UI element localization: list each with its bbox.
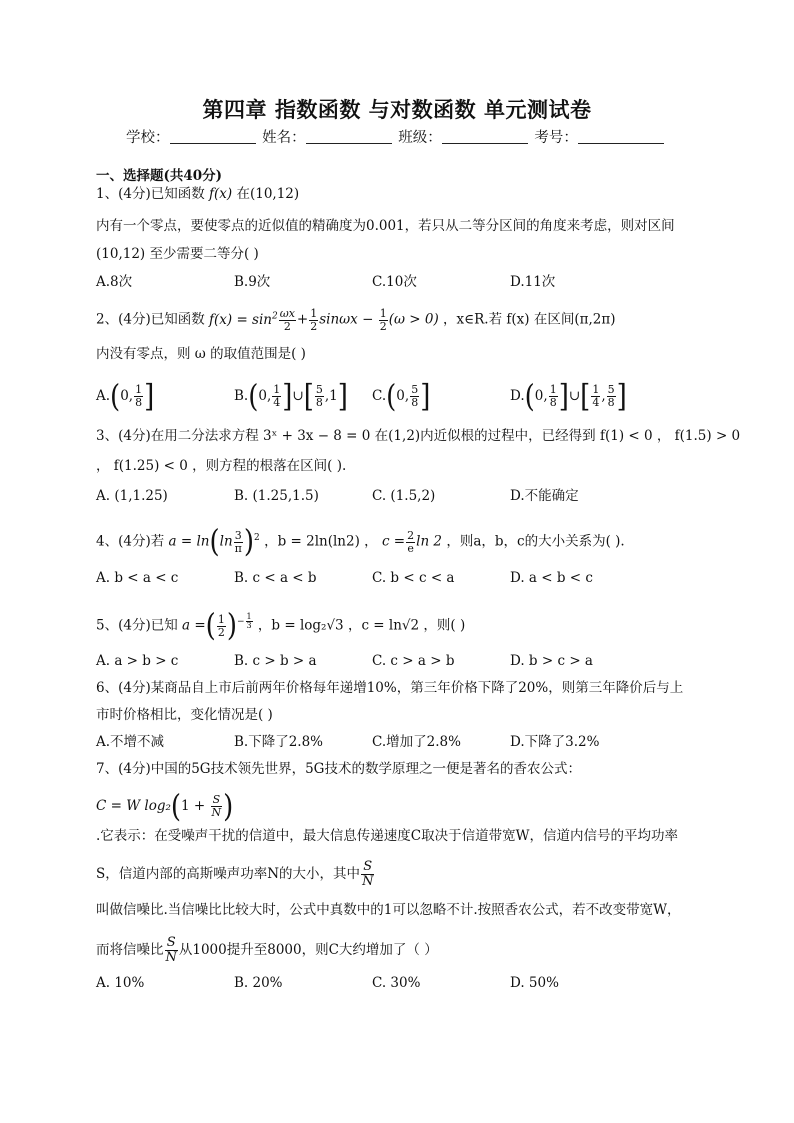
q2-option-b[interactable]: B.(0, $\frac{1}{4}$ ]∪[ $\frac{5}{8}$ ,1] <box>234 378 348 415</box>
q7-line6: 而将信噪比 $\frac{S}{N}$ 从1000提升至8000，则C大约增加了（ ） <box>96 935 438 965</box>
q4-option-a[interactable]: A. b < a < c <box>96 570 179 586</box>
class-label: 班级： <box>398 130 442 146</box>
q1-interval: 在(10,12) <box>236 186 300 202</box>
q6-line2: 市时价格相比，变化情况是( ) <box>96 707 273 723</box>
q5-option-b[interactable]: B. c > b > a <box>234 653 317 669</box>
q1-prefix: 1、(4分)已知函数 <box>96 186 205 202</box>
q1-fx: f(x) <box>209 186 233 202</box>
q6-option-d[interactable]: D.下降了3.2% <box>510 734 600 750</box>
q4-option-b[interactable]: B. c < a < b <box>234 570 317 586</box>
q6-option-b[interactable]: B.下降了2.8% <box>234 734 324 750</box>
q7-line4: S，信道内部的高斯噪声功率N的大小，其中 $\frac{S}{N}$ <box>96 859 374 889</box>
q3-option-d[interactable]: D.不能确定 <box>510 488 579 504</box>
q5-a-formula: a = <box>182 617 206 634</box>
q7-option-a[interactable]: A. 10% <box>96 975 145 991</box>
q7-formula: C = W log₂ <box>96 798 171 814</box>
q1-option-b[interactable]: B.9次 <box>234 274 271 290</box>
q4-line1: 4、(4分)若 a = ln(ln $\frac{3}{\pi}$ )$^2$ ，b = 2ln(ln2) ， c = $\frac{2}{e}$ ln 2 ，则a，b，c的大小关系为( ). <box>96 524 625 560</box>
q6-line1: 6、(4分)某商品自上市后前两年价格每年递增10%，第三年价格下降了20%，则第三年降价后与上 <box>96 680 684 696</box>
q1-option-d[interactable]: D.11次 <box>510 274 556 290</box>
q7-option-d[interactable]: D. 50% <box>510 975 559 991</box>
q2-prefix: 2、(4分)已知函数 <box>96 311 205 328</box>
q4-suffix: ，则a，b，c的大小关系为( ). <box>446 533 625 550</box>
q4-option-d[interactable]: D. a < b < c <box>510 570 593 586</box>
q4-mid: ，b = 2ln(ln2) ， <box>264 533 378 550</box>
q1-line3: (10,12) 至少需要二等分( ) <box>96 246 259 262</box>
q2-option-c[interactable]: C.(0, $\frac{5}{8}$ ] <box>372 378 431 415</box>
q7-line4-text: S，信道内部的高斯噪声功率N的大小，其中 <box>96 866 361 882</box>
exam-no-blank[interactable] <box>578 129 664 144</box>
q3-option-c[interactable]: C. (1.5,2) <box>372 488 436 504</box>
section-heading: 一、选择题(共40分) <box>96 168 223 184</box>
q3-option-b[interactable]: B. (1.25,1.5) <box>234 488 319 504</box>
q3-line2: ， f(1.25) < 0 ，则方程的根落在区间( ). <box>96 458 347 474</box>
q1-line2: 内有一个零点，要使零点的近似值的精确度为0.001，若只从二等分区间的角度来考虑，则对区间 <box>96 218 675 234</box>
student-info-row <box>126 126 666 147</box>
q5-option-d[interactable]: D. b > c > a <box>510 653 593 669</box>
q7-line6b: 从1000提升至8000，则C大约增加了（ ） <box>178 942 438 958</box>
name-label: 姓名： <box>262 130 306 146</box>
q4-option-c[interactable]: C. b < c < a <box>372 570 455 586</box>
name-blank[interactable] <box>306 129 392 144</box>
school-blank[interactable] <box>170 129 256 144</box>
q6-option-a[interactable]: A.不增不减 <box>96 734 165 750</box>
q5-suffix: ，b = log₂√3 ，c = ln√2 ，则( ) <box>257 617 466 634</box>
q5-line1: 5、(4分)已知 a =( $\frac{1}{2}$ )$^{- \frac{1}{3}}$ ，b = log₂√3 ，c = ln√2 ，则( ) <box>96 608 466 644</box>
q2-option-a[interactable]: A.(0, $\frac{1}{8}$ ] <box>96 378 155 415</box>
q5-option-a[interactable]: A. a > b > c <box>96 653 179 669</box>
q2-line1: 2、(4分)已知函数 $f(x) = \sin^2$ $\frac{\omega x}{2}$ + $\frac{1}{2}$ sinωx − $\frac{1}{2}$ (ω > 0) ，x∈R.若 f(x) 在区间(π,2π) <box>96 306 616 333</box>
q6-option-c[interactable]: C.增加了2.8% <box>372 734 461 750</box>
exam-title: 第四章 指数函数 与对数函数 单元测试卷 <box>202 97 592 122</box>
q3-option-a[interactable]: A. (1,1.25) <box>96 488 168 504</box>
q1-option-a[interactable]: A.8次 <box>96 274 133 290</box>
class-blank[interactable] <box>442 129 528 144</box>
q7-line5: 叫做信噪比.当信噪比比较大时，公式中真数中的1可以忽略不计.按照香农公式，若不改变带宽W， <box>96 902 681 918</box>
q2-line2: 内没有零点，则 ω 的取值范围是( ) <box>96 346 306 362</box>
q4-c-formula: c = <box>381 533 406 550</box>
q4-a-formula: a = ln <box>168 533 210 550</box>
q7-option-c[interactable]: C. 30% <box>372 975 421 991</box>
school-label: 学校： <box>126 130 170 146</box>
q2-suffix: ，x∈R.若 f(x) 在区间(π,2π) <box>443 311 616 328</box>
q5-option-c[interactable]: C. c > a > b <box>372 653 455 669</box>
q7-formula-line: C = W log₂(1 + $\frac{S}{N}$ ) <box>96 788 234 825</box>
q7-line3: .它表示：在受噪声干扰的信道中，最大信息传递速度C取决于信道带宽W，信道内信号的平均功率 <box>96 828 678 844</box>
q4-prefix: 4、(4分)若 <box>96 533 165 550</box>
q5-prefix: 5、(4分)已知 <box>96 617 178 634</box>
q7-line1: 7、(4分)中国的5G技术领先世界，5G技术的数学原理之一便是著名的香农公式： <box>96 761 581 777</box>
q1-option-c[interactable]: C.10次 <box>372 274 417 290</box>
exam-no-label: 考号： <box>534 130 578 146</box>
q1-line1 <box>96 184 299 204</box>
q3-line1: 3、(4分)在用二分法求方程 3ˣ + 3x − 8 = 0 在(1,2)内近似根的过程中，已经得到 f(1) < 0 ， f(1.5) > 0 <box>96 428 741 444</box>
q7-option-b[interactable]: B. 20% <box>234 975 283 991</box>
q2-option-d[interactable]: D.(0, $\frac{1}{8}$ ]∪[ $\frac{1}{4}$ , $\frac{5}{8}$ ] <box>510 378 627 415</box>
q7-line6a: 而将信噪比 <box>96 942 164 958</box>
q2-formula: $f(x) = \sin^2$ <box>209 311 278 328</box>
